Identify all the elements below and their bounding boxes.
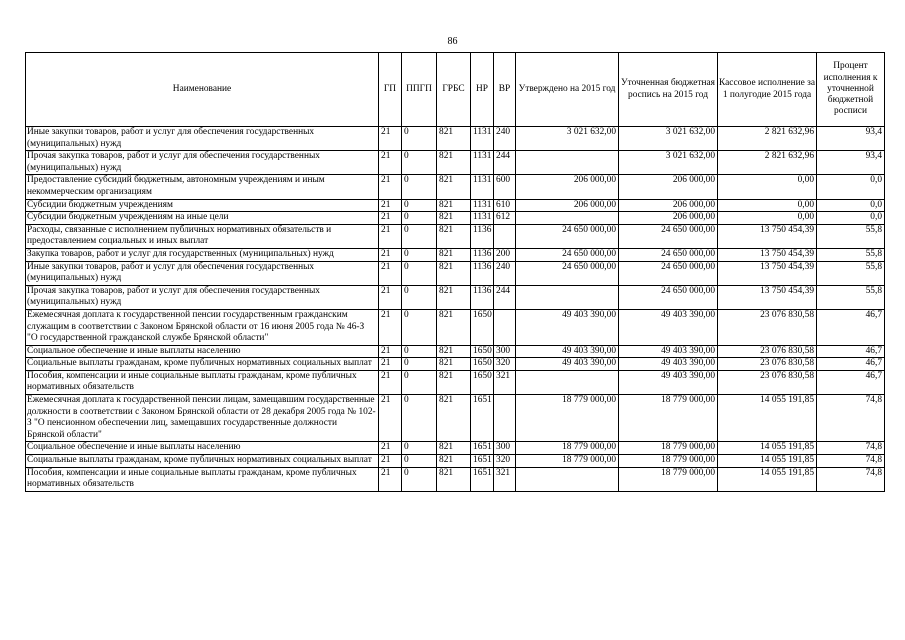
table-row [26,224,885,248]
row-grbs-cell: 821 [437,358,471,371]
row-approved-cell: 206 000,00 [516,199,619,212]
row-name-cell: Прочая закупка товаров, работ и услуг для обеспечения государственных (муниципальных) нужд [26,285,379,309]
row-percent-cell: 55,8 [817,261,885,285]
row-refined-cell: 49 403 390,00 [619,358,718,371]
table-row [26,212,885,225]
row-gp-cell: 21 [379,212,402,225]
row-gp-cell: 21 [379,467,402,491]
row-approved-cell: 24 650 000,00 [516,261,619,285]
row-grbs-cell: 821 [437,261,471,285]
row-grbs-cell: 821 [437,175,471,199]
page-number: 86 [447,36,458,47]
row-vr-cell: 300 [494,345,516,358]
row-cash-cell: 0,00 [718,175,817,199]
table-row [26,395,885,442]
row-ppgp-cell: 0 [402,248,437,261]
header-ppgp: ППГП [402,53,437,127]
row-cash-cell: 14 055 191,85 [718,395,817,442]
row-refined-cell: 206 000,00 [619,175,718,199]
table-row [26,442,885,455]
row-percent-cell: 46,7 [817,345,885,358]
header-cash: Кассовое исполнение за 1 полугодие 2015 года [718,53,817,127]
header-grbs: ГРБС [437,53,471,127]
row-refined-cell: 206 000,00 [619,212,718,225]
row-name-cell: Расходы, связанные с исполнением публичных нормативных обязательств и предоставлением социальных и иных выплат [26,224,379,248]
row-grbs-cell: 821 [437,395,471,442]
row-cash-cell: 13 750 454,39 [718,261,817,285]
row-percent-cell: 74,8 [817,395,885,442]
row-ppgp-cell: 0 [402,370,437,394]
row-ppgp-cell: 0 [402,467,437,491]
table-row [26,175,885,199]
row-grbs-cell: 821 [437,467,471,491]
row-refined-cell: 49 403 390,00 [619,345,718,358]
row-gp-cell: 21 [379,151,402,175]
row-cash-cell: 0,00 [718,199,817,212]
row-refined-cell: 18 779 000,00 [619,395,718,442]
row-vr-cell: 320 [494,455,516,468]
row-approved-cell [516,285,619,309]
row-grbs-cell: 821 [437,345,471,358]
row-percent-cell: 46,7 [817,309,885,345]
row-ppgp-cell: 0 [402,358,437,371]
row-cash-cell: 23 076 830,58 [718,358,817,371]
row-name-cell: Социальное обеспечение и иные выплаты населению [26,442,379,455]
row-cash-cell: 13 750 454,39 [718,248,817,261]
row-vr-cell: 240 [494,261,516,285]
row-gp-cell: 21 [379,358,402,371]
row-grbs-cell: 821 [437,151,471,175]
row-percent-cell: 46,7 [817,358,885,371]
table-row [26,151,885,175]
row-grbs-cell: 821 [437,127,471,151]
header-nr: НР [471,53,494,127]
row-grbs-cell: 821 [437,370,471,394]
row-vr-cell: 300 [494,442,516,455]
row-vr-cell [494,395,516,442]
row-nr-cell: 1131 [471,212,494,225]
row-name-cell: Социальное обеспечение и иные выплаты населению [26,345,379,358]
row-gp-cell: 21 [379,309,402,345]
row-cash-cell: 2 821 632,96 [718,127,817,151]
row-percent-cell: 55,8 [817,285,885,309]
row-nr-cell: 1136 [471,285,494,309]
row-refined-cell: 3 021 632,00 [619,151,718,175]
row-vr-cell: 244 [494,285,516,309]
header-approved: Утверждено на 2015 год [516,53,619,127]
row-percent-cell: 0,0 [817,212,885,225]
row-nr-cell: 1131 [471,151,494,175]
row-percent-cell: 55,8 [817,248,885,261]
row-name-cell: Предоставление субсидий бюджетным, автономным учреждениям и иным некоммерческим организациям [26,175,379,199]
row-gp-cell: 21 [379,175,402,199]
row-ppgp-cell: 0 [402,309,437,345]
header-refined: Уточненная бюджетная роспись на 2015 год [619,53,718,127]
row-grbs-cell: 821 [437,442,471,455]
table-row [26,370,885,394]
row-nr-cell: 1136 [471,224,494,248]
row-grbs-cell: 821 [437,199,471,212]
row-cash-cell: 13 750 454,39 [718,224,817,248]
row-approved-cell [516,467,619,491]
row-grbs-cell: 821 [437,309,471,345]
row-percent-cell: 74,8 [817,467,885,491]
row-vr-cell: 321 [494,467,516,491]
budget-table [25,52,885,492]
row-approved-cell: 18 779 000,00 [516,455,619,468]
row-percent-cell: 74,8 [817,455,885,468]
row-nr-cell: 1131 [471,175,494,199]
row-nr-cell: 1651 [471,455,494,468]
row-vr-cell [494,224,516,248]
row-refined-cell: 18 779 000,00 [619,442,718,455]
row-vr-cell: 600 [494,175,516,199]
row-nr-cell: 1650 [471,358,494,371]
row-nr-cell: 1136 [471,248,494,261]
row-approved-cell: 206 000,00 [516,175,619,199]
row-nr-cell: 1651 [471,395,494,442]
row-percent-cell: 74,8 [817,442,885,455]
row-refined-cell: 24 650 000,00 [619,261,718,285]
row-cash-cell: 23 076 830,58 [718,370,817,394]
row-ppgp-cell: 0 [402,395,437,442]
row-name-cell: Субсидии бюджетным учреждениям [26,199,379,212]
row-gp-cell: 21 [379,127,402,151]
table-row [26,127,885,151]
row-ppgp-cell: 0 [402,455,437,468]
row-refined-cell: 18 779 000,00 [619,467,718,491]
table-row [26,345,885,358]
row-refined-cell: 18 779 000,00 [619,455,718,468]
table-header-row [26,53,885,127]
row-vr-cell: 612 [494,212,516,225]
row-ppgp-cell: 0 [402,175,437,199]
row-approved-cell: 18 779 000,00 [516,442,619,455]
row-vr-cell: 320 [494,358,516,371]
row-ppgp-cell: 0 [402,127,437,151]
row-grbs-cell: 821 [437,224,471,248]
row-name-cell: Социальные выплаты гражданам, кроме публичных нормативных социальных выплат [26,455,379,468]
row-approved-cell: 49 403 390,00 [516,345,619,358]
row-ppgp-cell: 0 [402,151,437,175]
row-gp-cell: 21 [379,285,402,309]
row-approved-cell [516,370,619,394]
row-refined-cell: 24 650 000,00 [619,224,718,248]
row-grbs-cell: 821 [437,285,471,309]
row-gp-cell: 21 [379,224,402,248]
row-percent-cell: 0,0 [817,199,885,212]
row-refined-cell: 24 650 000,00 [619,285,718,309]
header-percent: Процент исполнения к уточненной бюджетной росписи [817,53,885,127]
row-ppgp-cell: 0 [402,285,437,309]
row-ppgp-cell: 0 [402,261,437,285]
row-nr-cell: 1650 [471,370,494,394]
row-nr-cell: 1136 [471,261,494,285]
row-gp-cell: 21 [379,370,402,394]
row-refined-cell: 49 403 390,00 [619,309,718,345]
table-row [26,309,885,345]
table-row [26,358,885,371]
row-name-cell: Ежемесячная доплата к государственной пенсии лицам, замещавшим государственные должности в соответствии с Законом Брянской области от 28 декабря 2005 года № 102-З "О пенсионном обеспечении лиц, замещавших государственные должности Брянской области" [26,395,379,442]
table-row [26,248,885,261]
row-cash-cell: 23 076 830,58 [718,345,817,358]
row-nr-cell: 1650 [471,309,494,345]
row-refined-cell: 206 000,00 [619,199,718,212]
row-cash-cell: 2 821 632,96 [718,151,817,175]
row-ppgp-cell: 0 [402,199,437,212]
row-name-cell: Иные закупки товаров, работ и услуг для обеспечения государственных (муниципальных) нужд [26,261,379,285]
header-name: Наименование [26,53,379,127]
row-name-cell: Закупка товаров, работ и услуг для государственных (муниципальных) нужд [26,248,379,261]
row-approved-cell: 24 650 000,00 [516,224,619,248]
row-nr-cell: 1650 [471,345,494,358]
row-percent-cell: 93,4 [817,127,885,151]
row-percent-cell: 0,0 [817,175,885,199]
row-name-cell: Субсидии бюджетным учреждениям на иные цели [26,212,379,225]
row-name-cell: Пособия, компенсации и иные социальные выплаты гражданам, кроме публичных нормативных обязательств [26,370,379,394]
row-vr-cell: 244 [494,151,516,175]
row-cash-cell: 13 750 454,39 [718,285,817,309]
row-nr-cell: 1131 [471,199,494,212]
row-vr-cell: 240 [494,127,516,151]
row-ppgp-cell: 0 [402,345,437,358]
row-percent-cell: 55,8 [817,224,885,248]
table-row [26,199,885,212]
row-name-cell: Социальные выплаты гражданам, кроме публичных нормативных социальных выплат [26,358,379,371]
row-refined-cell: 3 021 632,00 [619,127,718,151]
row-name-cell: Прочая закупка товаров, работ и услуг для обеспечения государственных (муниципальных) нужд [26,151,379,175]
row-name-cell: Пособия, компенсации и иные социальные выплаты гражданам, кроме публичных нормативных обязательств [26,467,379,491]
row-approved-cell: 18 779 000,00 [516,395,619,442]
row-gp-cell: 21 [379,261,402,285]
row-refined-cell: 24 650 000,00 [619,248,718,261]
row-ppgp-cell: 0 [402,212,437,225]
row-approved-cell [516,212,619,225]
row-refined-cell: 49 403 390,00 [619,370,718,394]
table-row [26,467,885,491]
row-cash-cell: 0,00 [718,212,817,225]
header-gp: ГП [379,53,402,127]
header-vr: ВР [494,53,516,127]
row-cash-cell: 14 055 191,85 [718,442,817,455]
row-gp-cell: 21 [379,345,402,358]
row-percent-cell: 46,7 [817,370,885,394]
row-nr-cell: 1651 [471,442,494,455]
row-gp-cell: 21 [379,455,402,468]
row-grbs-cell: 821 [437,455,471,468]
row-ppgp-cell: 0 [402,442,437,455]
table-row [26,261,885,285]
row-name-cell: Иные закупки товаров, работ и услуг для обеспечения государственных (муниципальных) нужд [26,127,379,151]
row-approved-cell [516,151,619,175]
row-approved-cell: 49 403 390,00 [516,358,619,371]
row-approved-cell: 49 403 390,00 [516,309,619,345]
row-gp-cell: 21 [379,442,402,455]
row-gp-cell: 21 [379,199,402,212]
row-grbs-cell: 821 [437,212,471,225]
row-cash-cell: 14 055 191,85 [718,455,817,468]
row-cash-cell: 23 076 830,58 [718,309,817,345]
row-approved-cell: 3 021 632,00 [516,127,619,151]
row-vr-cell: 321 [494,370,516,394]
table-row [26,285,885,309]
table-row [26,455,885,468]
row-cash-cell: 14 055 191,85 [718,467,817,491]
row-vr-cell: 610 [494,199,516,212]
row-gp-cell: 21 [379,248,402,261]
row-approved-cell: 24 650 000,00 [516,248,619,261]
row-vr-cell [494,309,516,345]
row-name-cell: Ежемесячная доплата к государственной пенсии государственным гражданским служащим в соответствии с Законом Брянской области от 16 июня 2005 года № 46-З "О государственной гражданской службе Брянской области" [26,309,379,345]
row-nr-cell: 1651 [471,467,494,491]
row-ppgp-cell: 0 [402,224,437,248]
row-gp-cell: 21 [379,395,402,442]
row-percent-cell: 93,4 [817,151,885,175]
row-grbs-cell: 821 [437,248,471,261]
row-nr-cell: 1131 [471,127,494,151]
row-vr-cell: 200 [494,248,516,261]
